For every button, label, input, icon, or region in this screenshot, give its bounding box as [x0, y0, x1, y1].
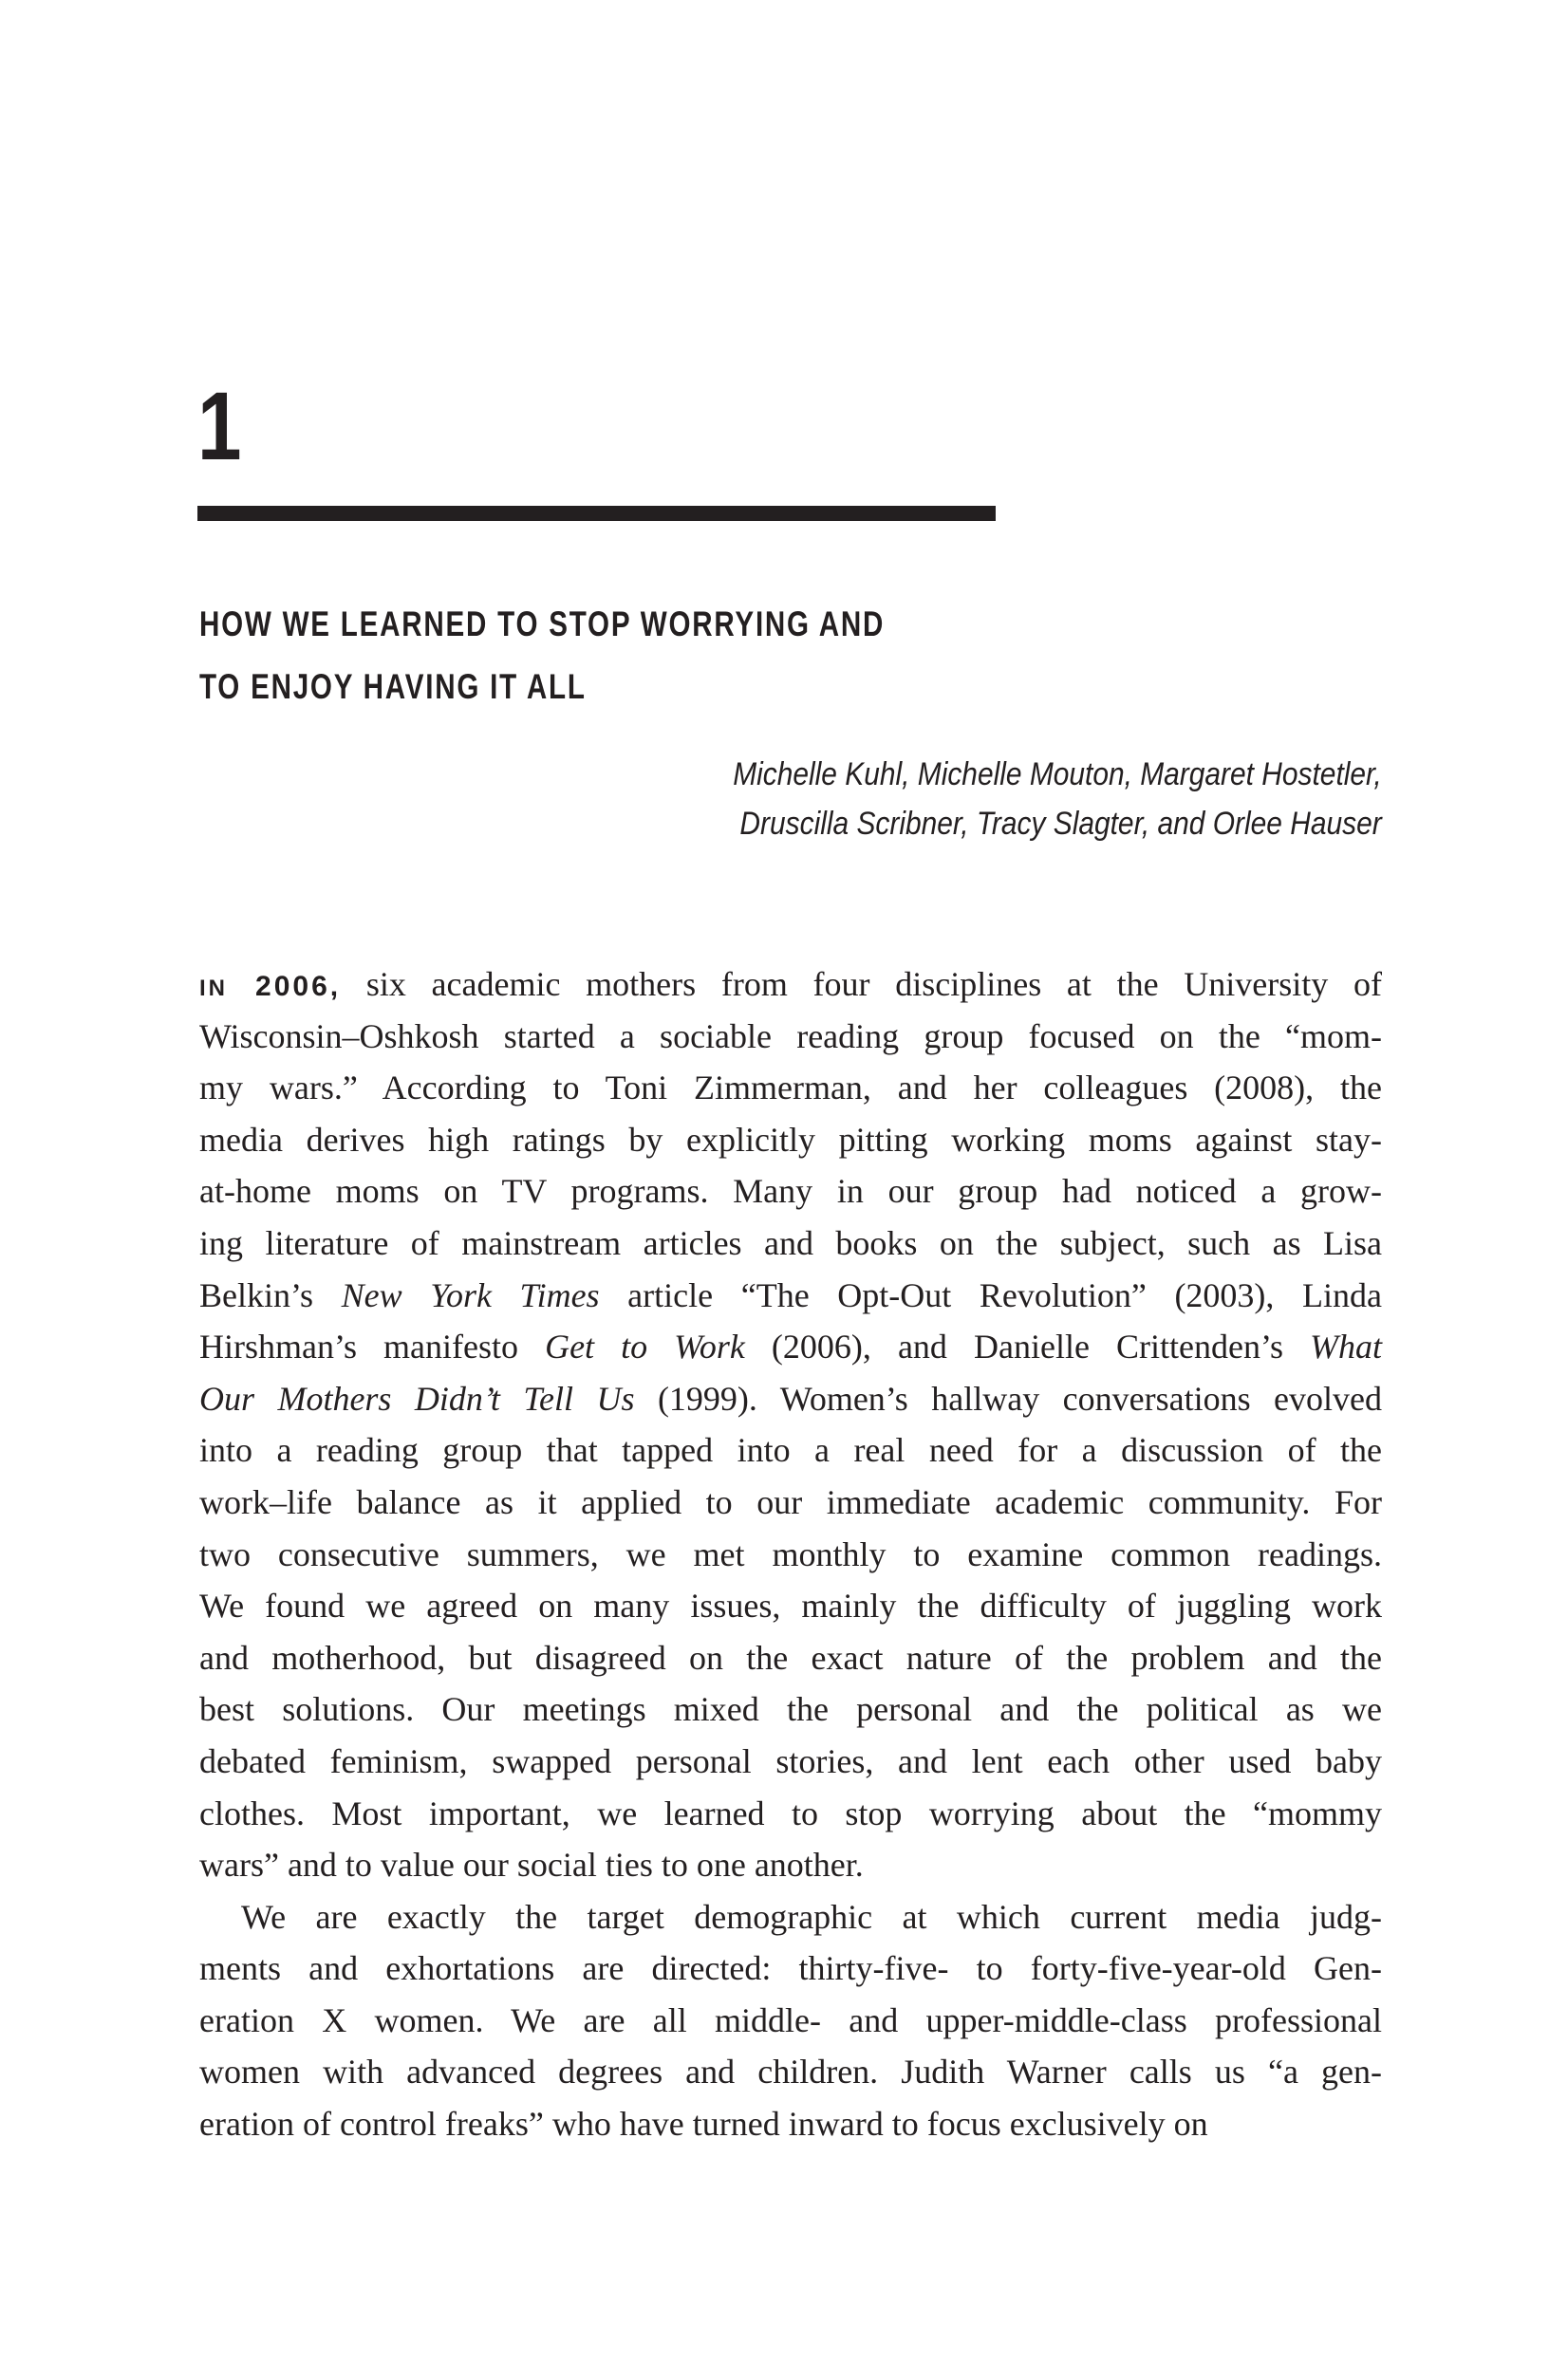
text-line — [199, 1218, 1382, 1270]
text-line — [199, 1839, 1382, 1891]
text-run: wars” and to value our social ties to one another. — [199, 1846, 864, 1885]
text-run: and motherhood, but disagreed on the exact nature of the problem and the — [199, 1638, 1382, 1677]
text-line — [199, 1788, 1382, 1840]
text-run: article “The Opt-Out Revolution” (2003), Linda — [599, 1275, 1383, 1314]
text-line — [199, 1580, 1382, 1632]
text-line — [199, 1373, 1382, 1425]
lead-in-smallcaps: IN 2006, — [199, 971, 342, 1002]
text-run: We found we agreed on many issues, mainly the difficulty of juggling work — [199, 1587, 1382, 1626]
text-line — [199, 1736, 1382, 1788]
text-run: best solutions. Our meetings mixed the personal and the political as we — [199, 1690, 1382, 1729]
text-line — [199, 1270, 1382, 1322]
text-line — [199, 1529, 1382, 1581]
author-line: Druscilla Scribner, Tracy Slagter, and Orlee Hauser — [739, 806, 1382, 842]
text-run: (1999). Women’s hallway conversations evolved — [634, 1379, 1383, 1418]
text-line — [199, 958, 1382, 1011]
text-run: eration of control freaks” who have turned inward to focus exclusively on — [199, 2105, 1208, 2144]
text-line — [199, 1321, 1382, 1373]
italic-title: New York Times — [341, 1275, 600, 1314]
chapter-title-line: HOW WE LEARNED TO STOP WORRYING AND — [199, 604, 886, 643]
text-run: Hirshman’s manifesto — [199, 1328, 546, 1367]
italic-title: Get to Work — [545, 1328, 745, 1367]
text-run: at-home moms on TV programs. Many in our group had noticed a grow- — [199, 1172, 1382, 1211]
text-run: clothes. Most important, we learned to stop worrying about the “mommy — [199, 1794, 1382, 1832]
text-run: media derives high ratings by explicitly pitting working moms against stay- — [199, 1120, 1382, 1159]
chapter-title — [199, 593, 1056, 718]
text-run: (2006), and Danielle Crittenden’s — [744, 1328, 1311, 1367]
text-run: six academic mothers from four disciplines at the University of — [341, 965, 1382, 1003]
italic-title: Our Mothers Didn’t Tell Us — [199, 1379, 635, 1418]
italic-title: What — [1310, 1328, 1383, 1367]
text-run: women with advanced degrees and children. Judith Warner calls us “a gen- — [199, 2053, 1382, 2092]
paragraph — [199, 958, 1382, 1891]
text-run: eration X women. We are all middle- and upper-middle-class professional — [199, 2000, 1382, 2039]
chapter-number: 1 — [197, 372, 242, 480]
text-run: ments and exhortations are directed: thirty-five- to forty-five-year-old Gen- — [199, 1949, 1382, 1988]
text-run: into a reading group that tapped into a real need for a discussion of the — [199, 1431, 1382, 1470]
text-run: work–life balance as it applied to our immediate academic community. For — [199, 1482, 1382, 1521]
text-line — [199, 1632, 1382, 1684]
paragraph — [199, 1891, 1382, 2150]
text-line — [199, 1062, 1382, 1114]
text-line — [199, 1114, 1382, 1166]
text-run: two consecutive summers, we met monthly to examine common readings. — [199, 1534, 1382, 1573]
text-line — [199, 2098, 1382, 2150]
chapter-rule-divider — [197, 506, 996, 521]
text-line — [199, 1943, 1382, 1995]
text-run: ing literature of mainstream articles and books on the subject, such as Lisa — [199, 1223, 1382, 1262]
text-line — [199, 1424, 1382, 1477]
chapter-title-line: TO ENJOY HAVING IT ALL — [199, 667, 587, 706]
text-run: Wisconsin–Oshkosh started a sociable reading group focused on the “mom- — [199, 1016, 1382, 1055]
text-line — [199, 1477, 1382, 1529]
text-line — [199, 2046, 1382, 2098]
text-line — [199, 1165, 1382, 1218]
body-text — [199, 958, 1382, 2150]
text-run: Belkin’s — [199, 1275, 342, 1314]
text-run: We are exactly the target demographic at which current media judg- — [241, 1897, 1382, 1936]
chapter-authors — [644, 750, 1382, 848]
text-run: my wars.” According to Toni Zimmerman, and her colleagues (2008), the — [199, 1069, 1382, 1107]
text-line — [199, 1011, 1382, 1063]
author-line: Michelle Kuhl, Michelle Mouton, Margaret Hostetler, — [733, 756, 1382, 792]
text-line — [199, 1891, 1382, 1943]
text-line — [199, 1995, 1382, 2047]
text-line — [199, 1683, 1382, 1736]
text-run: debated feminism, swapped personal stories, and lent each other used baby — [199, 1741, 1382, 1780]
